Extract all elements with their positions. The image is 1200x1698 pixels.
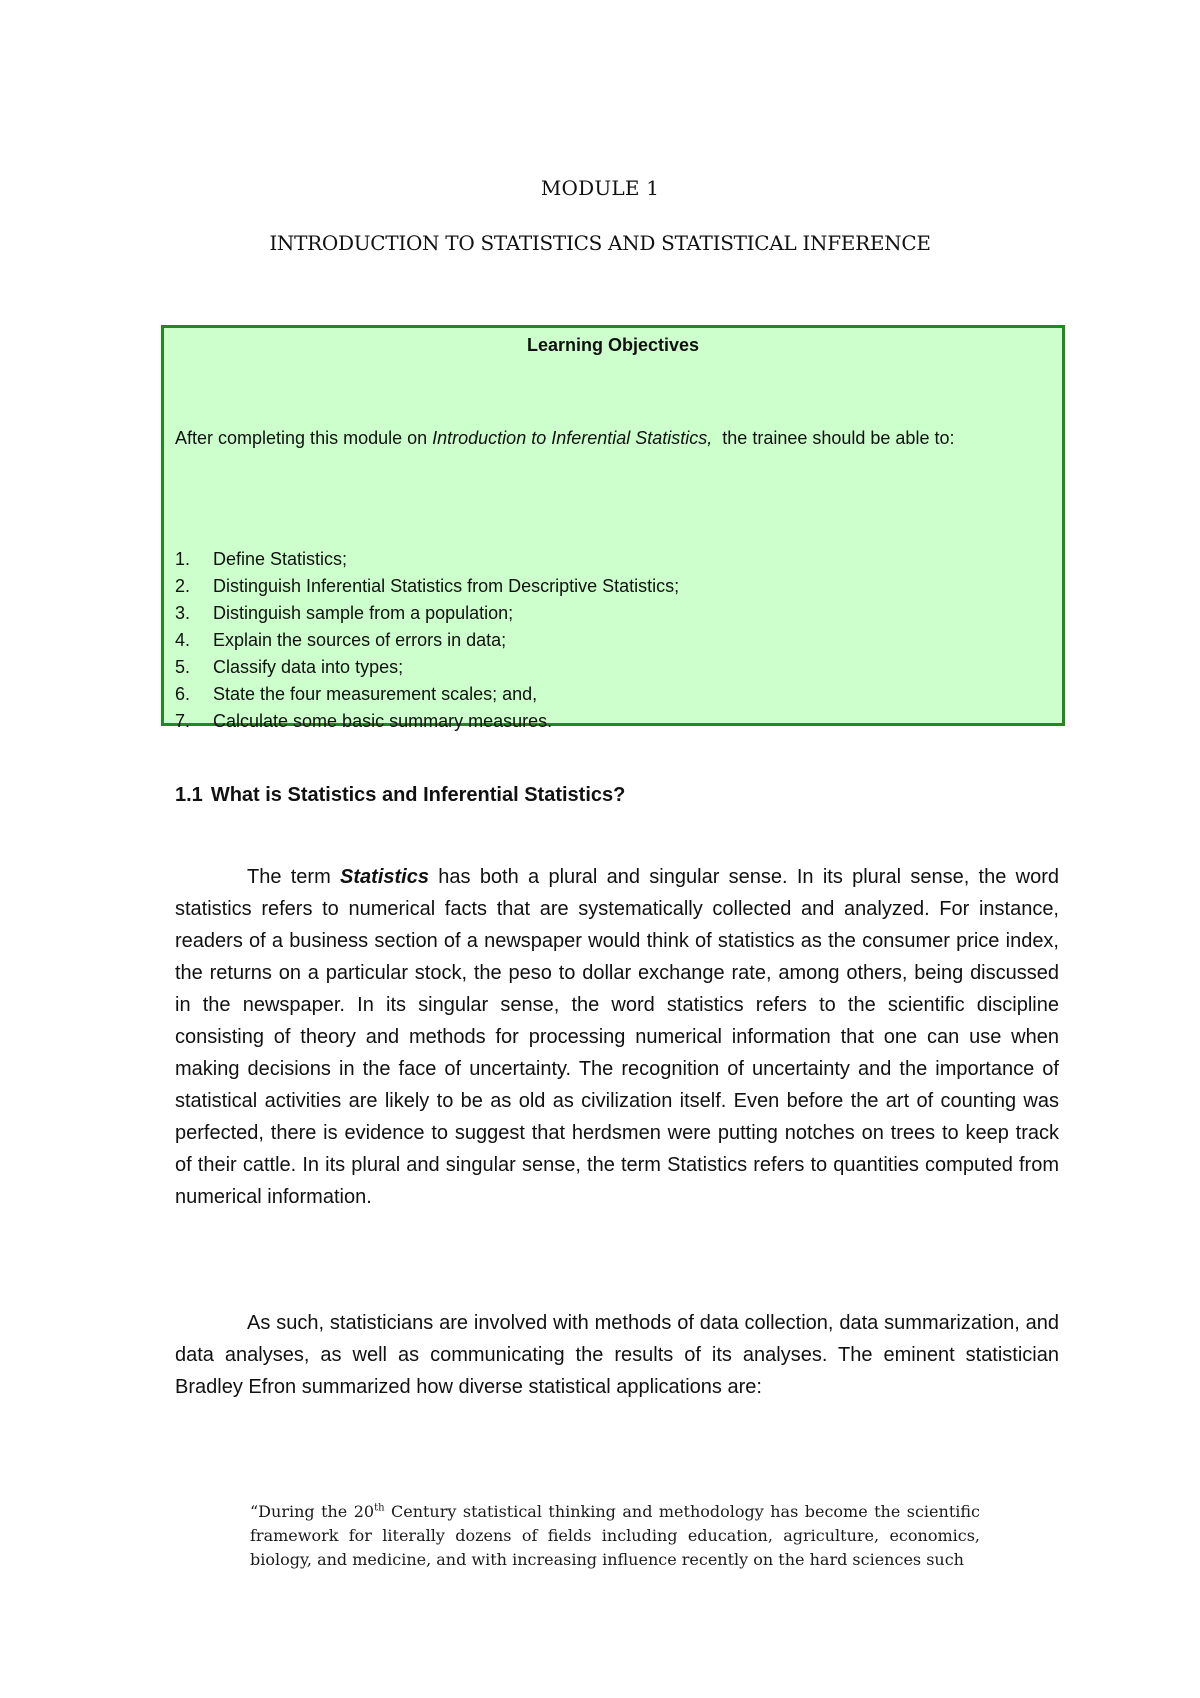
learning-objectives-heading: Learning Objectives bbox=[526, 335, 700, 355]
objective-number: 6. bbox=[175, 684, 191, 704]
learning-objectives-intro bbox=[175, 423, 1048, 454]
objective-item bbox=[175, 654, 679, 681]
objective-text: Classify data into types; bbox=[213, 657, 404, 677]
quote-superscript: th bbox=[374, 1502, 385, 1514]
objective-number: 3. bbox=[175, 603, 191, 623]
section-title: What is Statistics and Inferential Statistics? bbox=[210, 784, 626, 806]
objective-number: 5. bbox=[175, 657, 191, 677]
intro-text-before: After completing this module on bbox=[175, 428, 433, 448]
body-paragraph-1 bbox=[175, 861, 1059, 1213]
objective-item bbox=[175, 600, 679, 627]
efron-quote bbox=[250, 1500, 980, 1572]
objective-item bbox=[175, 708, 679, 735]
quote-text-after: Century statistical thinking and methodology has become the scientific framework for literally dozens of fields including education, agriculture, economics, biology, and medicine, and with increasing influence recently on the hard sciences such bbox=[250, 1502, 981, 1569]
intro-module-name: Introduction to Inferential Statistics, bbox=[432, 428, 713, 448]
objective-text: Distinguish Inferential Statistics from Descriptive Statistics; bbox=[213, 576, 680, 596]
body-paragraph-2: As such, statisticians are involved with methods of data collection, data summarization, and data analyses, as well as communicating the results of its analyses. The eminent statistician Bradley Efron summarized how diverse statistical applications are: bbox=[175, 1312, 1059, 1398]
objective-number: 2. bbox=[175, 576, 191, 596]
objective-number: 1. bbox=[175, 549, 191, 569]
objectives-list bbox=[175, 546, 679, 735]
section-heading bbox=[175, 784, 625, 807]
paragraph-text-after: has both a plural and singular sense. In its plural sense, the word statistics refers to numerical facts that are systematically collected and analyzed. For instance, readers of a business section of a newspaper would think of statistics as the consumer price index, the returns on a particular stock, the peso to dollar exchange rate, among others, being discussed in the newspaper. In its singular sense, the word statistics refers to the scientific discipline consisting of theory and methods for processing numerical information that one can use when making decisions in the face of uncertainty. The recognition of uncertainty and the importance of statistical activities are likely to be as old as civilization itself. Even before the art of counting was perfected, there is evidence to suggest that herdsmen were putting notches on trees to keep track of their cattle. In its plural and singular sense, the term Statistics refers to quantities computed from numerical information. bbox=[175, 866, 1059, 1208]
learning-objectives-box bbox=[161, 325, 1065, 731]
objective-item bbox=[175, 627, 679, 654]
module-title: MODULE 1 bbox=[540, 176, 660, 200]
objective-item bbox=[175, 681, 679, 708]
intro-text-after: the trainee should be able to: bbox=[712, 428, 955, 448]
quote-text-before: “During the 20 bbox=[250, 1502, 375, 1521]
objective-text: Explain the sources of errors in data; bbox=[213, 630, 507, 650]
paragraph-text-before: The term bbox=[247, 866, 341, 888]
objective-text: Calculate some basic summary measures. bbox=[213, 711, 553, 731]
module-subtitle: INTRODUCTION TO STATISTICS AND STATISTICAL INFERENCE bbox=[269, 231, 931, 255]
objective-item bbox=[175, 546, 679, 573]
objective-text: State the four measurement scales; and, bbox=[213, 684, 538, 704]
objective-number: 4. bbox=[175, 630, 191, 650]
statistics-term: Statistics bbox=[340, 866, 429, 888]
objective-text: Distinguish sample from a population; bbox=[213, 603, 514, 623]
objective-number: 7. bbox=[175, 711, 191, 731]
section-number: 1.1 bbox=[175, 784, 203, 806]
objective-text: Define Statistics; bbox=[213, 549, 348, 569]
objective-item bbox=[175, 573, 679, 600]
